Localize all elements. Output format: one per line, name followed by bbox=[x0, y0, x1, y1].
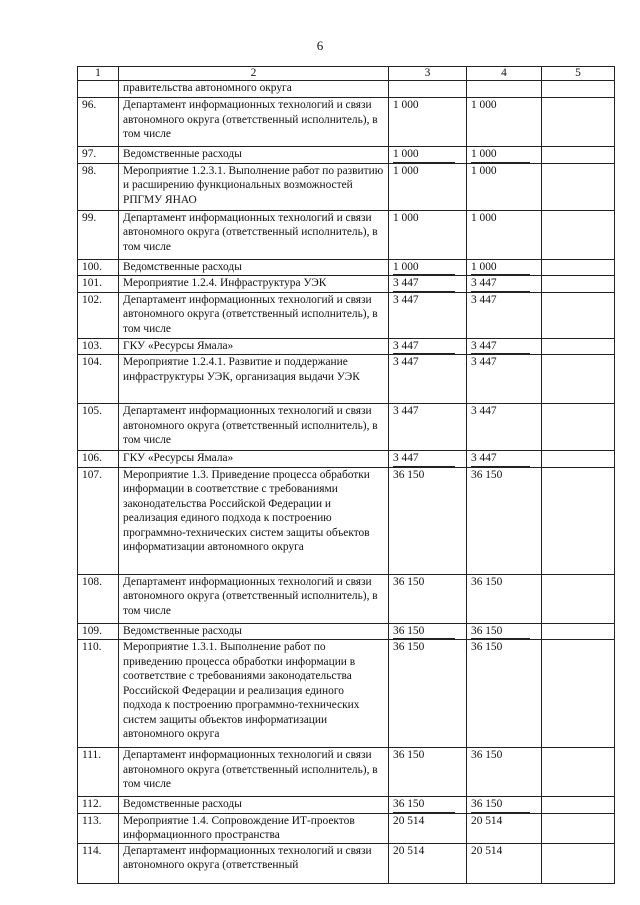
column-4-amount-value: 36 150 bbox=[471, 575, 503, 588]
column-3-amount bbox=[389, 640, 467, 748]
table-row bbox=[78, 259, 615, 276]
row-number: 105. bbox=[78, 404, 119, 451]
header-cell: 4 bbox=[467, 67, 542, 81]
column-5-amount bbox=[542, 623, 615, 640]
row-description: Мероприятие 1.2.3.1. Выполнение работ по развитию и расширению функциональных возможностей РПГМУ ЯНАО bbox=[119, 163, 389, 210]
column-4-amount-value: 36 150 bbox=[471, 468, 503, 481]
row-description: Департамент информационных технологий и связи автономного округа (ответственный исполнитель), в том числе bbox=[119, 210, 389, 259]
column-4-amount bbox=[467, 797, 542, 814]
column-5-amount bbox=[542, 292, 615, 338]
column-4-amount-value: 36 150 bbox=[471, 797, 530, 813]
column-3-amount-value: 1 000 bbox=[393, 164, 419, 177]
column-3-amount-value: 36 150 bbox=[393, 797, 455, 813]
column-3-amount bbox=[389, 163, 467, 210]
header-cell: 2 bbox=[119, 67, 389, 81]
column-3-amount-value: 1 000 bbox=[393, 260, 455, 276]
table-row bbox=[78, 338, 615, 355]
column-3-amount bbox=[389, 276, 467, 293]
column-4-amount-value: 36 150 bbox=[471, 641, 503, 653]
column-5-amount bbox=[542, 640, 615, 748]
row-number: 100. bbox=[78, 259, 119, 276]
table-row bbox=[78, 276, 615, 293]
row-number: 113. bbox=[78, 813, 119, 843]
column-3-amount bbox=[389, 797, 467, 814]
row-number: 101. bbox=[78, 276, 119, 293]
column-4-amount-value: 3 447 bbox=[471, 293, 497, 306]
column-4-amount-value: 3 447 bbox=[471, 451, 530, 467]
column-3-amount bbox=[389, 574, 467, 623]
column-4-amount-value: 36 150 bbox=[471, 749, 503, 761]
column-3-amount-value: 3 447 bbox=[393, 339, 455, 355]
column-5-amount bbox=[542, 147, 615, 164]
column-4-amount bbox=[467, 813, 542, 843]
column-4-amount-value: 36 150 bbox=[471, 624, 530, 640]
row-description: ГКУ «Ресурсы Ямала» bbox=[119, 451, 389, 468]
column-4-amount-value: 20 514 bbox=[471, 844, 503, 857]
row-number bbox=[78, 81, 119, 98]
column-3-amount bbox=[389, 98, 467, 147]
column-4-amount bbox=[467, 748, 542, 797]
column-4-amount bbox=[467, 163, 542, 210]
column-4-amount bbox=[467, 355, 542, 404]
column-5-amount bbox=[542, 276, 615, 293]
row-number: 103. bbox=[78, 338, 119, 355]
table-row bbox=[78, 843, 615, 883]
table-row bbox=[78, 210, 615, 259]
row-description: Мероприятие 1.3.1. Выполнение работ по приведению процесса обработки информации в соответствие с требованиями законодательства Российской Федерации и реализация единого подхода к построению программно-технических систем защиты объектов информатизации автономного округа bbox=[119, 640, 389, 748]
column-3-amount bbox=[389, 748, 467, 797]
column-3-amount bbox=[389, 259, 467, 276]
table-row bbox=[78, 467, 615, 574]
table-row bbox=[78, 98, 615, 147]
row-number: 107. bbox=[78, 467, 119, 574]
column-3-amount bbox=[389, 813, 467, 843]
column-3-amount-value: 36 150 bbox=[393, 624, 455, 640]
column-3-amount bbox=[389, 355, 467, 404]
column-3-amount-value: 3 447 bbox=[393, 276, 455, 292]
row-description: правительства автономного округа bbox=[119, 81, 389, 98]
column-3-amount-value: 3 447 bbox=[393, 405, 419, 417]
row-number: 104. bbox=[78, 355, 119, 404]
column-3-amount-value: 1 000 bbox=[393, 147, 455, 163]
column-5-amount bbox=[542, 404, 615, 451]
table-row bbox=[78, 813, 615, 843]
header-cell: 5 bbox=[542, 67, 615, 81]
column-3-amount-value: 1 000 bbox=[393, 99, 419, 111]
row-description: Департамент информационных технологий и связи автономного округа (ответственный исполнитель), в том числе bbox=[119, 98, 389, 147]
column-4-amount-value: 3 447 bbox=[471, 276, 530, 292]
table-row bbox=[78, 574, 615, 623]
column-3-amount-value: 3 447 bbox=[393, 356, 419, 368]
column-3-amount-value: 3 447 bbox=[393, 293, 419, 306]
row-number: 114. bbox=[78, 843, 119, 883]
row-number: 97. bbox=[78, 147, 119, 164]
column-4-amount-value: 1 000 bbox=[471, 260, 530, 276]
table-row bbox=[78, 147, 615, 164]
table-row bbox=[78, 623, 615, 640]
column-3-amount-value: 36 150 bbox=[393, 575, 425, 588]
column-4-amount bbox=[467, 210, 542, 259]
column-5-amount bbox=[542, 338, 615, 355]
row-description: Ведомственные расходы bbox=[119, 147, 389, 164]
table-body bbox=[78, 67, 615, 884]
column-5-amount bbox=[542, 748, 615, 797]
row-description: Департамент информационных технологий и связи автономного округа (ответственный исполнитель), в том числе bbox=[119, 574, 389, 623]
row-number: 99. bbox=[78, 210, 119, 259]
column-4-amount bbox=[467, 276, 542, 293]
column-4-amount-value: 20 514 bbox=[471, 814, 503, 827]
column-4-amount-value: 3 447 bbox=[471, 356, 497, 368]
column-4-amount-value: 1 000 bbox=[471, 164, 497, 177]
row-number: 112. bbox=[78, 797, 119, 814]
budget-table bbox=[77, 66, 615, 884]
column-3-amount-value: 36 150 bbox=[393, 749, 425, 761]
row-number: 96. bbox=[78, 98, 119, 147]
column-3-amount-value: 20 514 bbox=[393, 814, 425, 827]
row-description: Ведомственные расходы bbox=[119, 259, 389, 276]
column-3-amount bbox=[389, 338, 467, 355]
row-description: Мероприятие 1.2.4.1. Развитие и поддержание инфраструктуры УЭК, организация выдачи УЭК bbox=[119, 355, 389, 404]
row-description: Департамент информационных технологий и связи автономного округа (ответственный исполнитель), в том числе bbox=[119, 748, 389, 797]
row-number: 102. bbox=[78, 292, 119, 338]
column-5-amount bbox=[542, 98, 615, 147]
column-5-amount bbox=[542, 163, 615, 210]
column-4-amount bbox=[467, 404, 542, 451]
row-number: 110. bbox=[78, 640, 119, 748]
page-number: 6 bbox=[316, 38, 324, 53]
row-number: 98. bbox=[78, 163, 119, 210]
row-number: 106. bbox=[78, 451, 119, 468]
row-description: Мероприятие 1.3. Приведение процесса обработки информации в соответствие с требованиями законодательства Российской Федерации и реализация единого подхода к построению программно-технических систем защиты объектов информатизации автономного округа bbox=[119, 467, 389, 574]
column-5-amount bbox=[542, 574, 615, 623]
column-4-amount-value: 1 000 bbox=[471, 147, 530, 163]
column-4-amount bbox=[467, 467, 542, 574]
table-row bbox=[78, 797, 615, 814]
table-row bbox=[78, 404, 615, 451]
column-4-amount-value: 3 447 bbox=[471, 405, 497, 417]
column-3-amount-value: 3 447 bbox=[393, 451, 455, 467]
column-5-amount bbox=[542, 259, 615, 276]
header-cell: 1 bbox=[78, 67, 119, 81]
column-5-amount bbox=[542, 813, 615, 843]
row-number: 108. bbox=[78, 574, 119, 623]
row-number: 109. bbox=[78, 623, 119, 640]
table-row bbox=[78, 748, 615, 797]
column-5-amount bbox=[542, 843, 615, 883]
table-row bbox=[78, 292, 615, 338]
column-5-amount bbox=[542, 797, 615, 814]
column-3-amount-value: 1 000 bbox=[393, 211, 419, 224]
column-5-amount bbox=[542, 355, 615, 404]
column-4-amount bbox=[467, 574, 542, 623]
column-3-amount-value: 36 150 bbox=[393, 468, 425, 481]
row-description: ГКУ «Ресурсы Ямала» bbox=[119, 338, 389, 355]
column-3-amount bbox=[389, 623, 467, 640]
table-row bbox=[78, 451, 615, 468]
row-description: Департамент информационных технологий и связи автономного округа (ответственный bbox=[119, 843, 389, 883]
row-description: Департамент информационных технологий и связи автономного округа (ответственный исполнитель), в том числе bbox=[119, 404, 389, 451]
column-3-amount bbox=[389, 292, 467, 338]
table-row bbox=[78, 640, 615, 748]
column-4-amount bbox=[467, 98, 542, 147]
table-header-row bbox=[78, 67, 615, 81]
row-description: Ведомственные расходы bbox=[119, 797, 389, 814]
column-3-amount bbox=[389, 210, 467, 259]
header-cell: 3 bbox=[389, 67, 467, 81]
column-5-amount bbox=[542, 81, 615, 98]
column-4-amount-value: 1 000 bbox=[471, 99, 497, 111]
column-3-amount bbox=[389, 843, 467, 883]
table-row bbox=[78, 163, 615, 210]
column-4-amount bbox=[467, 259, 542, 276]
column-5-amount bbox=[542, 467, 615, 574]
row-number: 111. bbox=[78, 748, 119, 797]
column-3-amount bbox=[389, 81, 467, 98]
column-3-amount bbox=[389, 147, 467, 164]
column-5-amount bbox=[542, 210, 615, 259]
row-description: Мероприятие 1.2.4. Инфраструктура УЭК bbox=[119, 276, 389, 293]
row-description: Ведомственные расходы bbox=[119, 623, 389, 640]
column-4-amount bbox=[467, 623, 542, 640]
column-4-amount bbox=[467, 81, 542, 98]
column-4-amount bbox=[467, 292, 542, 338]
column-4-amount bbox=[467, 843, 542, 883]
table-row bbox=[78, 81, 615, 98]
column-3-amount bbox=[389, 404, 467, 451]
column-4-amount bbox=[467, 451, 542, 468]
column-4-amount bbox=[467, 147, 542, 164]
column-5-amount bbox=[542, 451, 615, 468]
column-3-amount-value: 20 514 bbox=[393, 844, 425, 857]
row-description: Мероприятие 1.4. Сопровождение ИТ-проектов информационного пространства bbox=[119, 813, 389, 843]
column-4-amount-value: 3 447 bbox=[471, 339, 530, 355]
column-4-amount-value: 1 000 bbox=[471, 211, 497, 224]
column-3-amount bbox=[389, 451, 467, 468]
column-4-amount bbox=[467, 640, 542, 748]
row-description: Департамент информационных технологий и связи автономного округа (ответственный исполнитель), в том числе bbox=[119, 292, 389, 338]
column-3-amount-value: 36 150 bbox=[393, 641, 425, 653]
column-3-amount bbox=[389, 467, 467, 574]
table-row bbox=[78, 355, 615, 404]
column-4-amount bbox=[467, 338, 542, 355]
